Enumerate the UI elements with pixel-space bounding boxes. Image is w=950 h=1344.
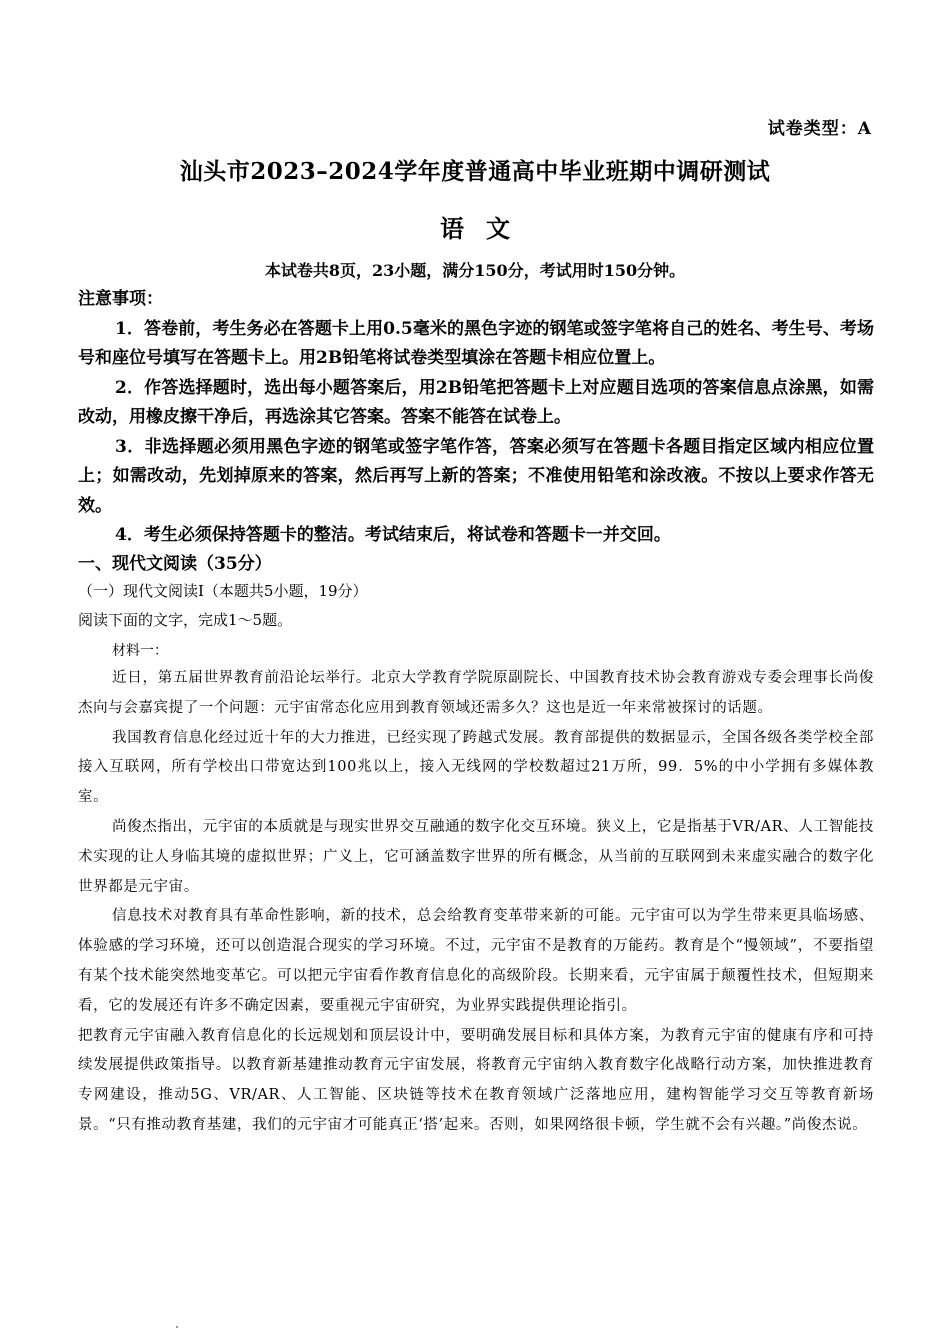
paper-type-label: 试卷类型：A [767, 119, 872, 139]
material-label: 材料一： [112, 643, 168, 659]
notice-item-3: 3．非选择题必须用黑色字迹的钢笔或签字笔作答，答案必须写在答题卡各题目指定区域内相应位置上；如需改动，先划掉原来的答案，然后再写上新的答案；不准使用铅笔和涂改液。不按以上要求作答无效。 [78, 436, 874, 516]
section-heading: 一、现代文阅读（35分） [78, 554, 272, 574]
sub-section-heading: （一）现代文阅读Ⅰ（本题共5小题，19分） [78, 582, 368, 600]
article-paragraph-2: 我国教育信息化经过近十年的大力推进，已经实现了跨越式发展。教育部提供的数据显示，全国各级各类学校全部接入互联网，所有学校出口带宽达到100兆以上，接入无线网的学校数超过21万所，99．5%的中小学拥有多媒体教室。 [78, 729, 874, 806]
footer-mark [176, 1326, 178, 1328]
exam-info: 本试卷共8页，23小题，满分150分，考试用时150分钟。 [264, 261, 686, 280]
article-paragraph-5: 把教育元宇宙融入教育信息化的长远规划和顶层设计中，要明确发展目标和具体方案，为教育元宇宙的健康有序和可持续发展提供政策指导。以教育新基建推动教育元宇宙发展，将教育元宇宙纳入教育数字化战略行动方案，加快推进教育专网建设，推动5G、VR/AR、人工智能、区块链等技术在教育领域广泛落地应用，建构智能学习交互等教育新场景。“只有推动教育基建，我们的元宇宙才可能真正‘搭’起来。否则，如果网络很卡顿，学生就不会有兴趣。”尚俊杰说。 [78, 1027, 874, 1133]
notice-block [78, 285, 874, 551]
notice-item-2: 2．作答选择题时，选出每小题答案后，用2B铅笔把答题卡上对应题目选项的答案信息点涂黑，如需改动，用橡皮擦干净后，再选涂其它答案。答案不能答在试卷上。 [78, 377, 874, 427]
exam-title: 汕头市2023–2024学年度普通高中毕业班期中调研测试 [179, 158, 771, 185]
article-paragraph-4: 信息技术对教育具有革命性影响，新的技术，总会给教育变革带来新的可能。元宇宙可以为学生带来更具临场感、体验感的学习环境，还可以创造混合现实的学习环境。不过，元宇宙不是教育的万能药。教育是个“慢领域”，不要指望有某个技术能突然地变革它。可以把元宇宙看作教育信息化的高级阶段。长期来看，元宇宙属于颠覆性技术，但短期来看，它的发展还有许多不确定因素，要重视元宇宙研究，为业界实践提供理论指引。 [78, 908, 874, 1014]
article-paragraph-1: 近日，第五届世界教育前沿论坛举行。北京大学教育学院原副院长、中国教育技术协会教育游戏专委会理事长尚俊杰向与会嘉宾提了一个问题：元宇宙常态化应用到教育领域还需多久？这也是近一年来常被探讨的话题。 [78, 670, 874, 716]
notice-heading: 注意事项： [78, 289, 163, 309]
notice-item-4: 4．考生必须保持答题卡的整洁。考试结束后，将试卷和答题卡一并交回。 [115, 525, 671, 545]
notice-item-1: 1．答卷前，考生务必在答题卡上用0.5毫米的黑色字迹的钢笔或签字笔将自己的姓名、考生号、考场号和座位号填写在答题卡上。用2B铅笔将试卷类型填涂在答题卡相应位置上。 [78, 318, 874, 368]
article-paragraph-3: 尚俊杰指出，元宇宙的本质就是与现实世界交互融通的数字化交互环境。狭义上，它是指基于VR/AR、人工智能技术实现的让人身临其境的虚拟世界；广义上，它可涵盖数字世界的所有概念，从当前的互联网到未来虚实融合的数字化世界都是元宇宙。 [78, 818, 874, 895]
subject-title: 语文 [440, 214, 532, 243]
reading-instruction: 阅读下面的文字，完成1～5题。 [78, 611, 293, 629]
article-body [78, 664, 874, 1141]
